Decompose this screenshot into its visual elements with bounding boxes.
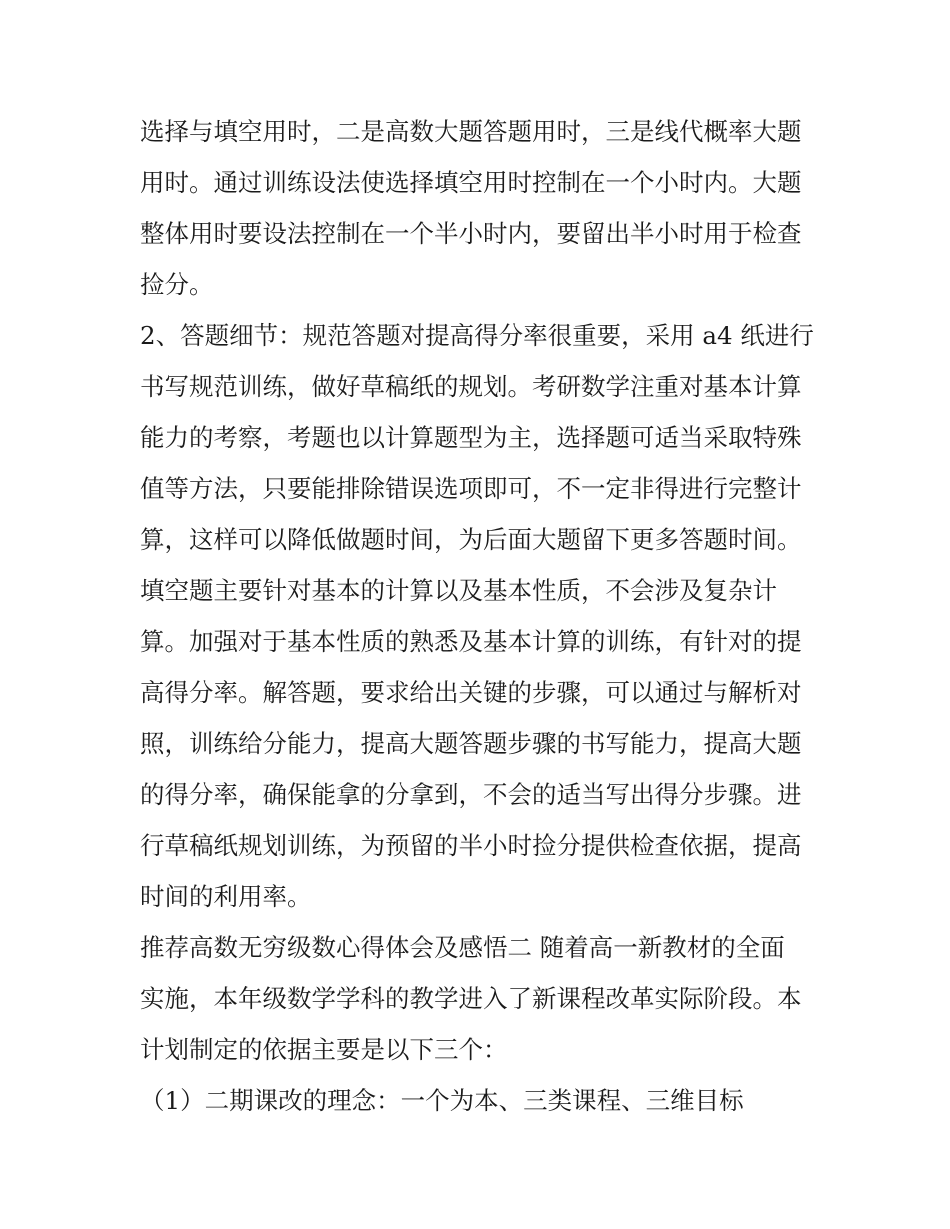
text-line: 2、答题细节：规范答题对提高得分率很重要，采用 a4 纸进行 xyxy=(140,321,814,350)
text-line: 选择与填空用时，二是高数大题答题用时，三是线代概率大题 xyxy=(140,117,802,146)
text-line: 的得分率，确保能拿的分拿到，不会的适当写出得分步骤。进 xyxy=(140,780,802,809)
document-body xyxy=(140,106,830,1126)
text-line: 计划制定的依据主要是以下三个： xyxy=(140,1035,508,1064)
text-line: 推荐高数无穷级数心得体会及感悟二 随着高一新教材的全面 xyxy=(140,933,785,962)
text-line: 高得分率。解答题，要求给出关键的步骤，可以通过与解析对 xyxy=(140,678,802,707)
text-line: 算。加强对于基本性质的熟悉及基本计算的训练，有针对的提 xyxy=(140,627,802,656)
text-line: （1）二期课改的理念：一个为本、三类课程、三维目标 xyxy=(140,1086,744,1115)
text-line: 用时。通过训练设法使选择填空用时控制在一个小时内。大题 xyxy=(140,168,802,197)
text-line: 能力的考察，考题也以计算题型为主，选择题可适当采取特殊 xyxy=(140,423,802,452)
text-line: 行草稿纸规划训练，为预留的半小时捡分提供检查依据，提高 xyxy=(140,831,802,860)
text-line: 照，训练给分能力，提高大题答题步骤的书写能力，提高大题 xyxy=(140,729,802,758)
text-line: 填空题主要针对基本的计算以及基本性质，不会涉及复杂计 xyxy=(140,576,777,605)
text-line: 整体用时要设法控制在一个半小时内，要留出半小时用于检查 xyxy=(140,219,802,248)
text-line: 实施，本年级数学学科的教学进入了新课程改革实际阶段。本 xyxy=(140,984,802,1013)
text-line: 值等方法，只要能排除错误选项即可，不一定非得进行完整计 xyxy=(140,474,802,503)
text-line: 书写规范训练，做好草稿纸的规划。考研数学注重对基本计算 xyxy=(140,372,802,401)
text-line: 算，这样可以降低做题时间，为后面大题留下更多答题时间。 xyxy=(140,525,802,554)
text-line: 捡分。 xyxy=(140,270,214,299)
text-line: 时间的利用率。 xyxy=(140,882,312,911)
